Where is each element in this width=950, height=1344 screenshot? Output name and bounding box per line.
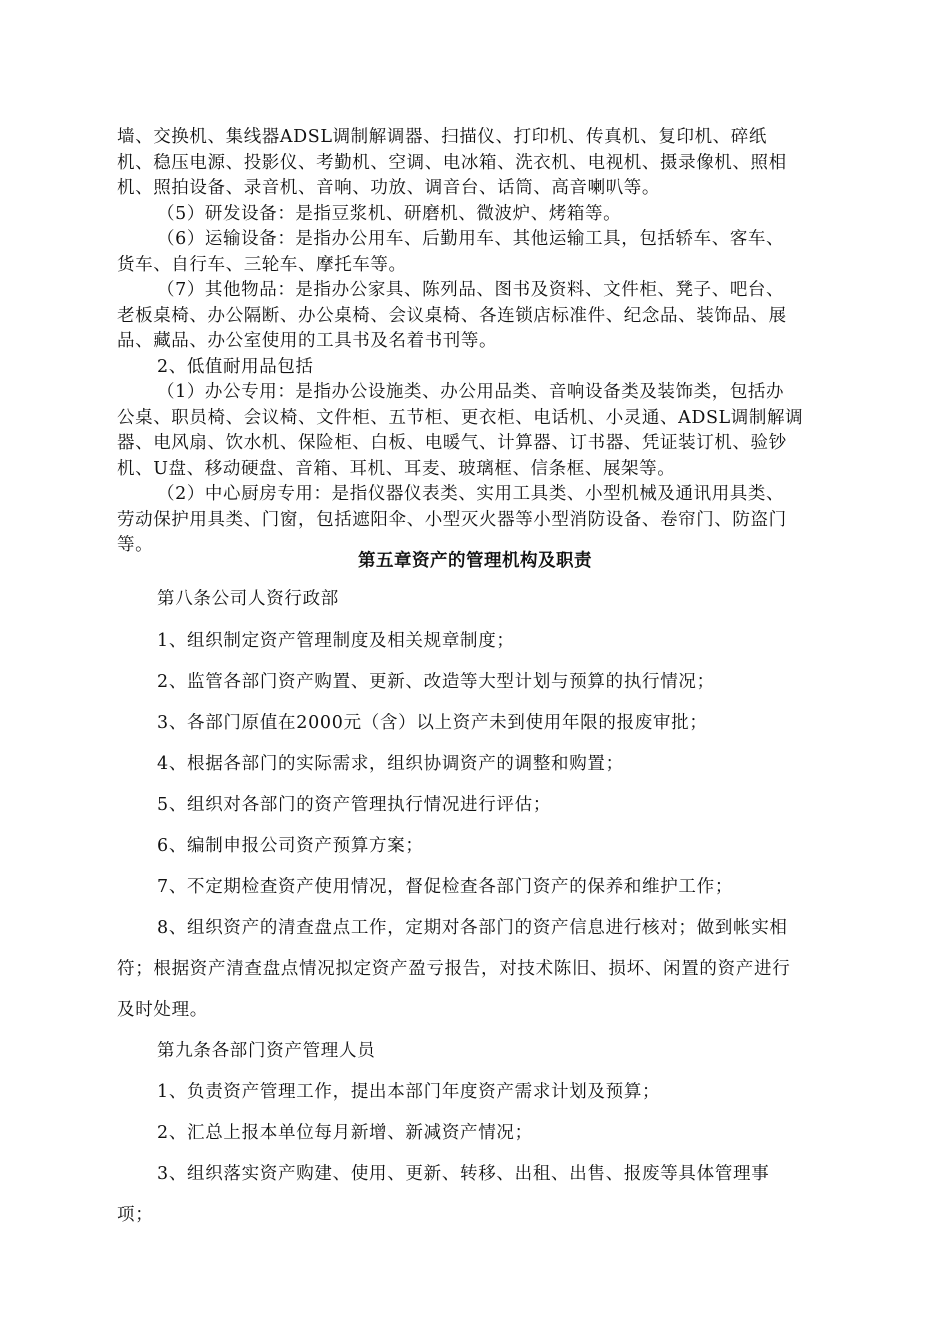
list-item: 8、组织资产的清查盘点工作，定期对各部门的资产信息进行核对；做到帐实相 (157, 918, 788, 938)
text-line: 劳动保护用具类、门窗，包括遮阳伞、小型灭火器等小型消防设备、卷帘门、防盗门 (117, 509, 787, 530)
text-line: 货车、自行车、三轮车、摩托车等。 (117, 254, 407, 275)
list-item: 6、编制申报公司资产预算方案； (157, 836, 424, 856)
list-item: 4、根据各部门的实际需求，组织协调资产的调整和购置； (157, 754, 624, 774)
list-item-continuation: 项； (117, 1205, 154, 1225)
text-line: 等。 (117, 535, 154, 555)
text-line: 机、照拍设备、录音机、音响、功放、调音台、话筒、高音喇叭等。 (117, 178, 660, 198)
section-heading: 第九条各部门资产管理人员 (157, 1041, 376, 1061)
list-item: 5、组织对各部门的资产管理执行情况进行评估； (157, 795, 552, 815)
text-line: （5）研发设备：是指豆浆机、研磨机、微波炉、烤箱等。 (157, 203, 622, 224)
text-line: 2、低值耐用品包括 (157, 356, 314, 377)
text-line: 墙、交换机、集线器ADSL调制解调器、扫描仪、打印机、传真机、复印机、碎纸 (117, 127, 767, 147)
text-line: （6）运输设备：是指办公用车、后勤用车、其他运输工具，包括轿车、客车、 (157, 229, 785, 249)
asset-category-list (117, 125, 833, 559)
list-item: 3、组织落实资产购建、使用、更新、转移、出租、出售、报废等具体管理事 (157, 1164, 770, 1184)
text-line: 机、U盘、移动硬盘、音箱、耳机、耳麦、玻璃框、信条框、展架等。 (117, 458, 676, 479)
list-item-continuation: 符；根据资产清查盘点情况拟定资产盈亏报告，对技术陈旧、损坏、闲置的资产进行 (117, 959, 791, 979)
list-item: 1、组织制定资产管理制度及相关规章制度； (157, 631, 515, 651)
text-line: （7）其他物品：是指办公家具、陈列品、图书及资料、文件柜、凳子、吧台、 (157, 280, 785, 300)
text-line: 机、稳压电源、投影仪、考勤机、空调、电冰箱、洗衣机、电视机、摄录像机、照相 (117, 152, 787, 173)
list-item: 2、监管各部门资产购置、更新、改造等大型计划与预算的执行情况； (157, 672, 715, 692)
text-line: 老板桌椅、办公隔断、办公桌椅、会议桌椅、各连锁店标准件、纪念品、装饰品、展 (117, 305, 787, 326)
text-line: （2）中心厨房专用：是指仪器仪表类、实用工具类、小型机械及通讯用具类、 (157, 484, 785, 504)
section-heading: 第八条公司人资行政部 (157, 589, 339, 609)
text-line: 品、藏品、办公室使用的工具书及名着书刊等。 (117, 331, 498, 351)
list-item: 7、不定期检查资产使用情况，督促检查各部门资产的保养和维护工作； (157, 877, 734, 897)
list-item-continuation: 及时处理。 (117, 1000, 208, 1020)
list-item: 2、汇总上报本单位每月新增、新减资产情况； (157, 1123, 533, 1143)
text-line: 器、电风扇、饮水机、保险柜、白板、电暖气、计算器、订书器、凭证装订机、验钞 (117, 433, 787, 453)
chapter-title: 第五章资产的管理机构及职责 (358, 551, 592, 571)
list-item: 1、负责资产管理工作，提出本部门年度资产需求计划及预算； (157, 1082, 661, 1102)
list-item: 3、各部门原值在2000元（含）以上资产未到使用年限的报废审批； (157, 713, 708, 733)
text-line: （1）办公专用：是指办公设施类、办公用品类、音响设备类及装饰类，包括办 (157, 382, 785, 402)
text-line: 公桌、职员椅、会议椅、文件柜、五节柜、更衣柜、电话机、小灵通、ADSL调制解调 (117, 407, 804, 428)
